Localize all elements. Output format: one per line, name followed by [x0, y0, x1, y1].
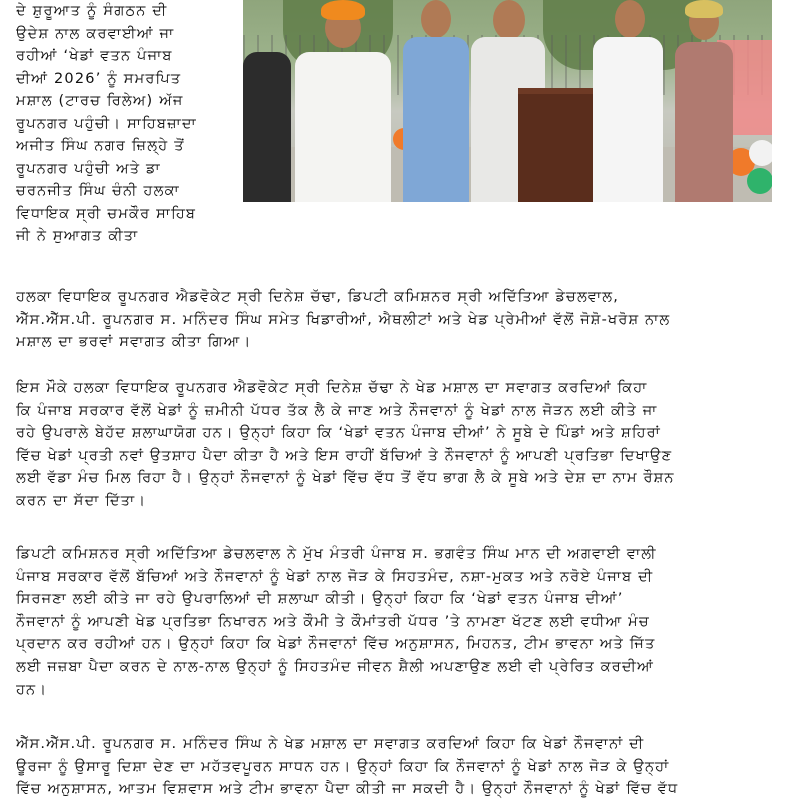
paragraph-line: ਵਿੱਚ ਅਨੁਸ਼ਾਸਨ, ਆਤਮ ਵਿਸ਼ਵਾਸ ਅਤੇ ਟੀਮ ਭਾਵਨਾ ਪੈਦਾ ਕੀਤੀ ਜਾ ਸਕਦੀ ਹੈ। ਉਨ੍ਹਾਂ ਨੌਜਵਾਨਾਂ ਨੂੰ ਖੇਡਾਂ ਵਿੱਚ ਵੱਧ: [16, 781, 679, 798]
balloon-shape: [749, 140, 772, 166]
paragraph-line: ਸਿਰਜਣਾ ਲਈ ਕੀਤੇ ਜਾ ਰਹੇ ਉਪਰਾਲਿਆਂ ਦੀ ਸ਼ਲਾਘਾ ਕੀਤੀ। ਉਨ੍ਹਾਂ ਕਿਹਾ ਕਿ ‘ਖੇਡਾਂ ਵਤਨ ਪੰਜਾਬ ਦੀਆਂ’: [16, 591, 624, 608]
paragraph-line: ਵਿੱਚ ਖੇਡਾਂ ਪ੍ਰਤੀ ਨਵਾਂ ਉਤਸ਼ਾਹ ਪੈਦਾ ਕੀਤਾ ਹੈ ਅਤੇ ਇਸ ਰਾਹੀਂ ਬੱਚਿਆਂ ਤੇ ਨੌਜਵਾਨਾਂ ਨੂੰ ਆਪਣੀ ਪ੍ਰਤਿਭਾ ਦਿਖਾਉਣ: [16, 447, 673, 464]
paragraph-line: ਮਸ਼ਾਲ ਦਾ ਭਰਵਾਂ ਸਵਾਗਤ ਕੀਤਾ ਗਿਆ।: [16, 334, 252, 351]
person-figure: [403, 0, 469, 202]
event-photo: [243, 0, 772, 202]
paragraph-line: ਲਈ ਜਜ਼ਬਾ ਪੈਦਾ ਕਰਨ ਦੇ ਨਾਲ-ਨਾਲ ਉਨ੍ਹਾਂ ਨੂੰ ਸਿਹਤਮੰਦ ਜੀਵਨ ਸ਼ੈਲੀ ਅਪਣਾਉਣ ਲਈ ਵੀ ਪ੍ਰੇਰਿਤ ਕਰਦੀਆਂ: [16, 658, 654, 675]
intro-line: ਦੀਆਂ 2026’ ਨੂੰ ਸਮਰਪਿਤ: [16, 70, 182, 87]
intro-line: ਅਜੀਤ ਸਿੰਘ ਨਗਰ ਜ਼ਿਲ੍ਹੇ ਤੋਂ: [16, 138, 185, 154]
paragraph-line: ਨੌਜਵਾਨਾਂ ਨੂੰ ਆਪਣੀ ਖੇਡ ਪ੍ਰਤਿਭਾ ਨਿਖਾਰਨ ਅਤੇ ਕੌਮੀ ਤੇ ਕੌਮਾਂਤਰੀ ਪੱਧਰ ’ਤੇ ਨਾਮਣਾ ਖੱਟਣ ਲਈ ਵਧੀਆ ਮੰਚ: [16, 613, 650, 630]
intro-line: ਰੂਪਨਗਰ ਪਹੁੰਚੀ ਅਤੇ ਡਾ: [16, 160, 161, 177]
person-figure: [243, 0, 291, 202]
paragraph-line: ਡਿਪਟੀ ਕਮਿਸ਼ਨਰ ਸ੍ਰੀ ਅਦਿੱਤਿਆ ਡੇਚਲਵਾਲ ਨੇ ਮੁੱਖ ਮੰਤਰੀ ਪੰਜਾਬ ਸ. ਭਗਵੰਤ ਸਿੰਘ ਮਾਨ ਦੀ ਅਗਵਾਈ ਵਾਲੀ: [16, 546, 657, 562]
intro-line: ਰਹੀਆਂ ‘ਖੇਡਾਂ ਵਤਨ ਪੰਜਾਬ: [16, 48, 173, 64]
balloon-shape: [747, 168, 772, 194]
intro-line: ਉਦੇਸ਼ ਨਾਲ ਕਰਵਾਈਆਂ ਜਾ: [16, 25, 175, 42]
person-figure: [295, 0, 391, 202]
paragraph-line: ਰਹੇ ਉਪਰਾਲੇ ਬੇਹੱਦ ਸ਼ਲਾਘਾਯੋਗ ਹਨ। ਉਨ੍ਹਾਂ ਕਿਹਾ ਕਿ ‘ਖੇਡਾਂ ਵਤਨ ਪੰਜਾਬ ਦੀਆਂ’ ਨੇ ਸੂਬੇ ਦੇ ਪਿੰਡਾਂ ਅਤੇ ਸ਼ਹਿਰਾਂ: [16, 425, 661, 442]
person-figure: [593, 0, 663, 202]
intro-line: ਚਰਨਜੀਤ ਸਿੰਘ ਚੰਨੀ ਹਲਕਾ: [16, 183, 180, 199]
paragraph-line: ਹਲਕਾ ਵਿਧਾਇਕ ਰੂਪਨਗਰ ਐਡਵੋਕੇਟ ਸ੍ਰੀ ਦਿਨੇਸ਼ ਚੱਢਾ, ਡਿਪਟੀ ਕਮਿਸ਼ਨਰ ਸ੍ਰੀ ਅਦਿੱਤਿਆ ਡੇਚਲਵਾਲ,: [16, 289, 619, 305]
intro-line: ਮਸ਼ਾਲ (ਟਾਰਚ ਰਿਲੇਅ) ਅੱਜ: [16, 93, 184, 109]
intro-line: ਦੇ ਸ਼ੁਰੂਆਤ ਨੂੰ ਸੰਗਠਨ ਦੀ: [16, 3, 168, 19]
paragraph-line: ਐੱਸ.ਐੱਸ.ਪੀ. ਰੂਪਨਗਰ ਸ. ਮਨਿੰਦਰ ਸਿੰਘ ਸਮੇਤ ਖਿਡਾਰੀਆਂ, ਐਥਲੀਟਾਂ ਅਤੇ ਖੇਡ ਪ੍ਰੇਮੀਆਂ ਵੱਲੋਂ ਜੋਸ਼ੋ-ਖਰੋਸ਼ ਨਾਲ: [16, 311, 671, 328]
intro-line: ਵਿਧਾਇਕ ਸ੍ਰੀ ਚਮਕੌਰ ਸਾਹਿਬ: [16, 205, 197, 222]
paragraph: [16, 286, 773, 354]
paragraph-line: ਊਰਜਾ ਨੂੰ ਉਸਾਰੂ ਦਿਸ਼ਾ ਦੇਣ ਦਾ ਮਹੱਤਵਪੂਰਨ ਸਾਧਨ ਹਨ। ਉਨ੍ਹਾਂ ਕਿਹਾ ਕਿ ਨੌਜਵਾਨਾਂ ਨੂੰ ਖੇਡਾਂ ਨਾਲ ਜੋੜ ਕੇ ਉਨ੍ਹਾਂ: [16, 758, 670, 775]
paragraph-line: ਕਿ ਪੰਜਾਬ ਸਰਕਾਰ ਵੱਲੋਂ ਖੇਡਾਂ ਨੂੰ ਜ਼ਮੀਨੀ ਪੱਧਰ ਤੱਕ ਲੈ ਕੇ ਜਾਣ ਅਤੇ ਨੌਜਵਾਨਾਂ ਨੂੰ ਖੇਡਾਂ ਨਾਲ ਜੋੜਨ ਲਈ ਕੀਤੇ ਜਾ: [16, 402, 658, 419]
paragraph: [16, 377, 773, 513]
paragraph: [16, 543, 773, 701]
paragraph-line: ਐੱਸ.ਐੱਸ.ਪੀ. ਰੂਪਨਗਰ ਸ. ਮਨਿੰਦਰ ਸਿੰਘ ਨੇ ਖੇਡ ਮਸ਼ਾਲ ਦਾ ਸਵਾਗਤ ਕਰਦਿਆਂ ਕਿਹਾ ਕਿ ਖੇਡਾਂ ਨੌਜਵਾਨਾਂ ਦੀ: [16, 736, 645, 752]
paragraph-line: ਇਸ ਮੌਕੇ ਹਲਕਾ ਵਿਧਾਇਕ ਰੂਪਨਗਰ ਐਡਵੋਕੇਟ ਸ੍ਰੀ ਦਿਨੇਸ਼ ਚੱਢਾ ਨੇ ਖੇਡ ਮਸ਼ਾਲ ਦਾ ਸਵਾਗਤ ਕਰਦਿਆਂ ਕਿਹਾ: [16, 380, 648, 396]
intro-text: [16, 0, 238, 248]
paragraph: [16, 733, 773, 801]
paragraph-line: ਪੰਜਾਬ ਸਰਕਾਰ ਵੱਲੋਂ ਬੱਚਿਆਂ ਅਤੇ ਨੌਜਵਾਨਾਂ ਨੂੰ ਖੇਡਾਂ ਨਾਲ ਜੋੜ ਕੇ ਸਿਹਤਮੰਦ, ਨਸ਼ਾ-ਮੁਕਤ ਅਤੇ ਨਰੋਏ ਪੰਜਾਬ ਦੀ: [16, 568, 654, 585]
paragraph-line: ਲਈ ਵੱਡਾ ਮੰਚ ਮਿਲ ਰਿਹਾ ਹੈ। ਉਨ੍ਹਾਂ ਨੌਜਵਾਨਾਂ ਨੂੰ ਖੇਡਾਂ ਵਿੱਚ ਵੱਧ ਤੋਂ ਵੱਧ ਭਾਗ ਲੈ ਕੇ ਸੂਬੇ ਅਤੇ ਦੇਸ਼ ਦਾ ਨਾਮ ਰੌਸ਼ਨ: [16, 470, 675, 487]
intro-line: ਜੀ ਨੇ ਸੁਆਗਤ ਕੀਤਾ: [16, 228, 139, 244]
paragraph-line: ਹਨ।: [16, 681, 48, 698]
person-figure: [675, 0, 733, 202]
paragraph-line: ਪ੍ਰਦਾਨ ਕਰ ਰਹੀਆਂ ਹਨ। ਉਨ੍ਹਾਂ ਕਿਹਾ ਕਿ ਖੇਡਾਂ ਨੌਜਵਾਨਾਂ ਵਿੱਚ ਅਨੁਸ਼ਾਸਨ, ਮਿਹਨਤ, ਟੀਮ ਭਾਵਨਾ ਅਤੇ ਜਿੱਤ: [16, 636, 656, 653]
paragraph-line: ਕਰਨ ਦਾ ਸੱਦਾ ਦਿੱਤਾ।: [16, 492, 147, 509]
intro-line: ਰੂਪਨਗਰ ਪਹੁੰਚੀ। ਸਾਹਿਬਜ਼ਾਦਾ: [16, 115, 197, 132]
